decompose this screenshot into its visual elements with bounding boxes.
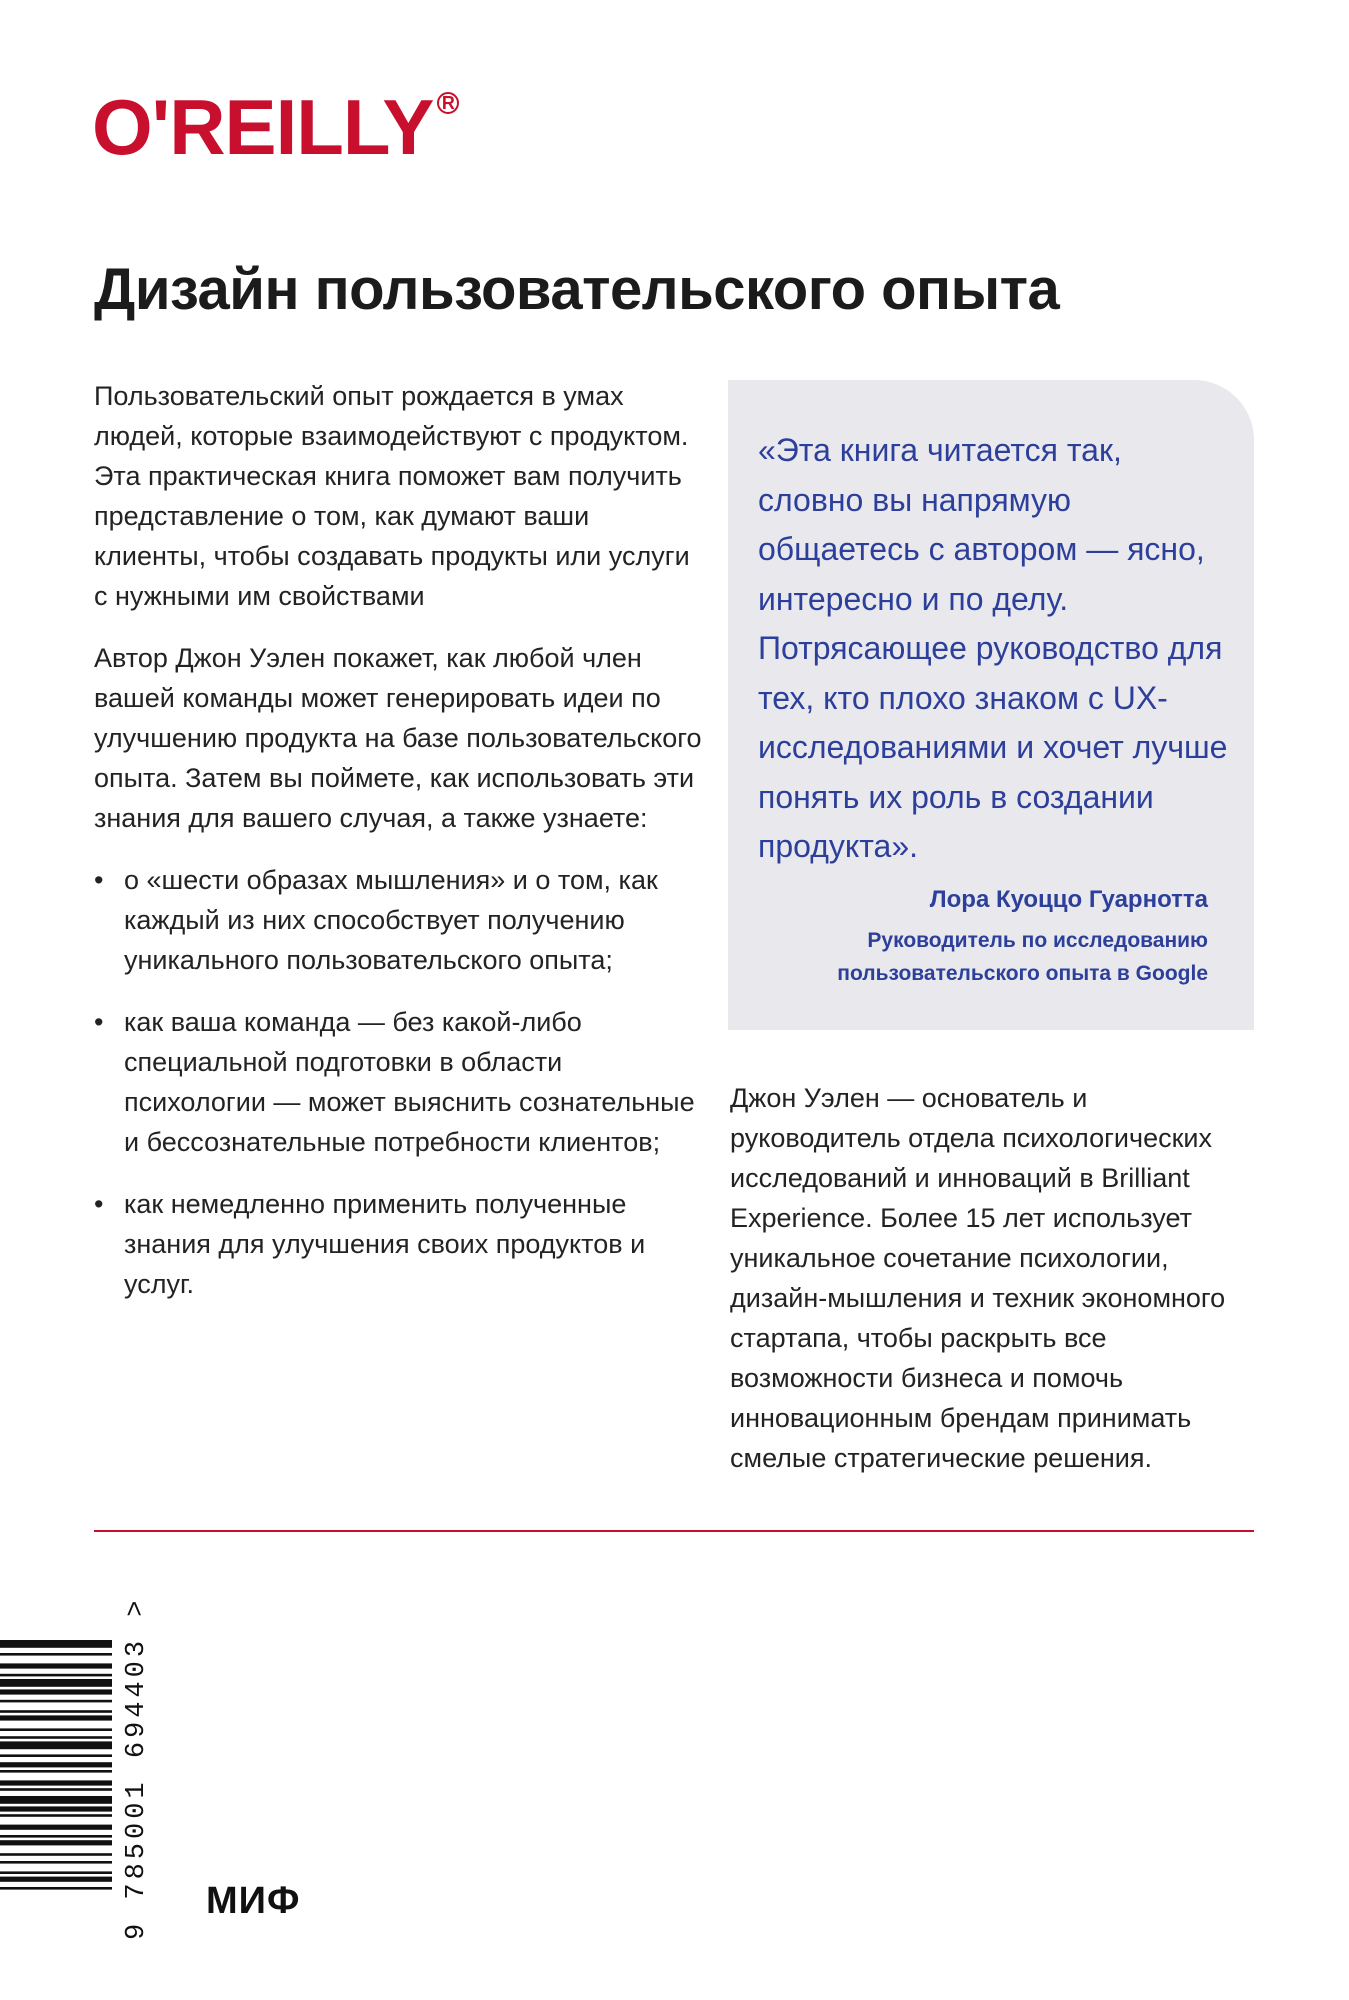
book-title: Дизайн пользовательского опыта: [94, 257, 1060, 322]
list-item: [94, 1184, 704, 1304]
divider: [94, 1530, 1254, 1532]
bullet-icon: •: [94, 1189, 104, 1219]
description-paragraph-2: Автор Джон Уэлен покажет, как любой член вашей команды может генерировать идеи по улучшению продукта на базе пользовательского опыта. Затем вы поймете, как использовать эти знания для вашего случая, а также узнаете:: [94, 643, 702, 833]
testimonial-box: [728, 380, 1254, 1030]
testimonial-quote: «Эта книга читается так, словно вы напрямую общаетесь с автором — ясно, интересно и по делу. Потрясающее руководство для тех, кто плохо знаком с UX-исследованиями и хочет лучше понять их роль в создании продукта».: [758, 432, 1228, 864]
list-item-text: как ваша команда — без какой-либо специальной подготовки в области психологии — может выяснить сознательные и бессознательные потребности клиентов;: [124, 1007, 695, 1157]
publisher-logo: МИФ: [206, 1880, 301, 1922]
author-bio: Джон Уэлен — основатель и руководитель отдела психологических исследований и инноваций в Brilliant Experience. Более 15 лет использует уникальное сочетание психологии, дизайн-мышления и техник экономного стартапа, чтобы раскрыть все возможности бизнеса и помочь инновационным брендам принимать смелые стратегические решения.: [730, 1083, 1226, 1473]
list-item: [94, 1002, 704, 1162]
registered-mark: R: [437, 92, 459, 114]
testimonial-role-line-2: пользовательского опыта в Google: [837, 962, 1208, 985]
testimonial-role: [837, 924, 1208, 990]
bullet-icon: •: [94, 1007, 104, 1037]
description-column: [94, 376, 704, 1326]
testimonial-role-line-1: Руководитель по исследованию: [867, 929, 1208, 952]
isbn-number: 9 785001 694403 >: [122, 1596, 152, 1940]
logo-text: O'REILLY: [92, 83, 434, 171]
list-item-text: как немедленно применить полученные знания для улучшения своих продуктов и услуг.: [124, 1189, 646, 1299]
oreilly-logo: [92, 83, 459, 171]
learning-points-list: [94, 860, 704, 1304]
testimonial-author: Лора Куоццо Гуарнотта: [929, 886, 1208, 913]
list-item: [94, 860, 704, 980]
list-item-text: о «шести образах мышления» и о том, как каждый из них способствует получению уникального пользовательского опыта;: [124, 865, 658, 975]
barcode-icon: [0, 1640, 140, 1950]
bullet-icon: •: [94, 865, 104, 895]
description-paragraph-1: Пользовательский опыт рождается в умах людей, которые взаимодействуют с продуктом. Эта практическая книга поможет вам получить представление о том, как думают ваши клиенты, чтобы создавать продукты или услуги с нужными им свойствами: [94, 381, 690, 611]
